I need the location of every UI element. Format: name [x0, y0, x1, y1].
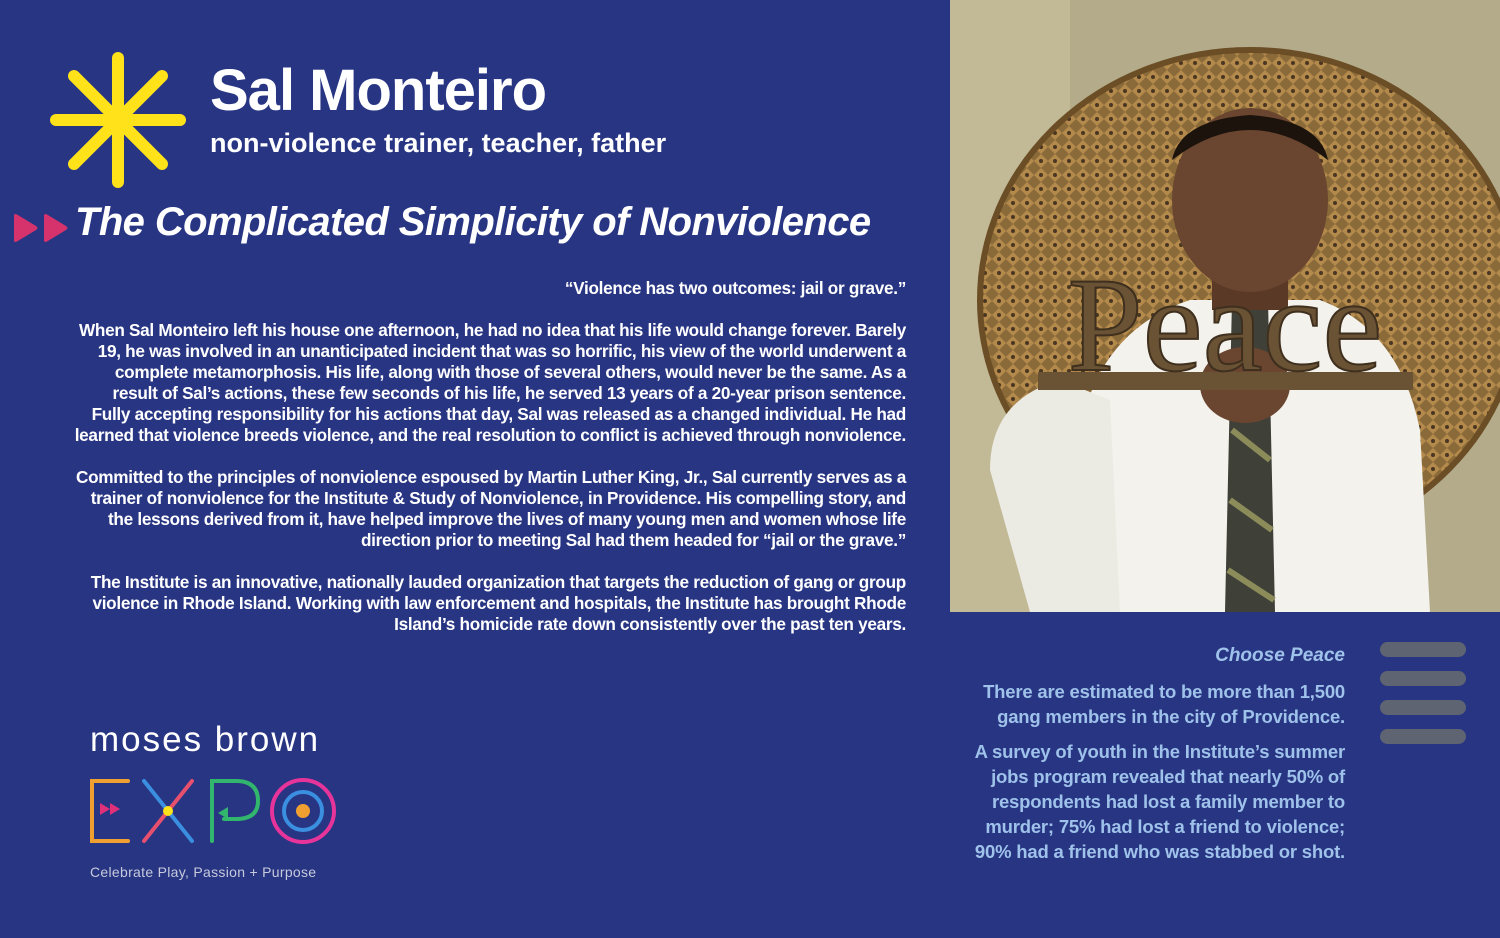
star-icon	[48, 50, 188, 190]
logo-wordmark: moses brown	[90, 720, 321, 759]
pull-quote: “Violence has two outcomes: jail or grave.”	[564, 278, 906, 298]
portrait-photo	[950, 0, 1500, 612]
menu-bar	[1380, 642, 1466, 657]
double-arrow-icon	[12, 212, 70, 244]
peace-sign-text: Peace	[1067, 251, 1383, 400]
article-body	[72, 278, 906, 656]
person-roles: non-violence trainer, teacher, father	[210, 128, 667, 158]
body-paragraph: The Institute is an innovative, nationally lauded organization that targets the reduction of gang or group violence in Rhode Island. Working with law enforcement and hospitals, the Institute has brought Rhode Island’s homicide rate down consistently over the past ten years.	[90, 572, 906, 634]
logo-tagline: Celebrate Play, Passion + Purpose	[90, 864, 317, 880]
body-paragraph: When Sal Monteiro left his house one afternoon, he had no idea that his life would change forever. Barely 19, he was involved in an unanticipated incident that was so horrific, his view of the world underwent a complete metamorphosis. His life, along with those of several others, would never be the same. As a result of Sal’s actions, these few seconds of his life, he served 13 years of a 20-year prison sentence. Fully accepting responsibility for his actions that day, Sal was released as a changed individual. He had learned that violence breeds violence, and the real resolution to conflict is achieved through nonviolence.	[74, 320, 906, 445]
body-paragraph: Committed to the principles of nonviolence espoused by Martin Luther King, Jr., Sal currently serves as a trainer of nonviolence for the Institute & Study of Nonviolence, in Providence. His compelling story, and the lessons derived from it, have helped improve the lives of many young men and women whose life direction prior to meeting Sal had them headed for “jail or the grave.”	[76, 467, 906, 550]
menu-bar	[1380, 671, 1466, 686]
sidebar-title: Choose Peace	[1215, 645, 1345, 666]
article-headline: The Complicated Simplicity of Nonviolence	[75, 200, 871, 244]
menu-icon[interactable]	[1380, 642, 1466, 758]
sidebar-fact: A survey of youth in the Institute’s summer jobs program revealed that nearly 50% of respondents had lost a family member to murder; 75% had lost a friend to violence; 90% had a friend who was stabbed or shot.	[974, 741, 1345, 862]
sidebar-fact: There are estimated to be more than 1,500 gang members in the city of Providence.	[983, 681, 1345, 727]
menu-bar	[1380, 729, 1466, 744]
expo-logo	[88, 775, 340, 847]
person-name: Sal Monteiro	[210, 58, 547, 123]
menu-bar	[1380, 700, 1466, 715]
